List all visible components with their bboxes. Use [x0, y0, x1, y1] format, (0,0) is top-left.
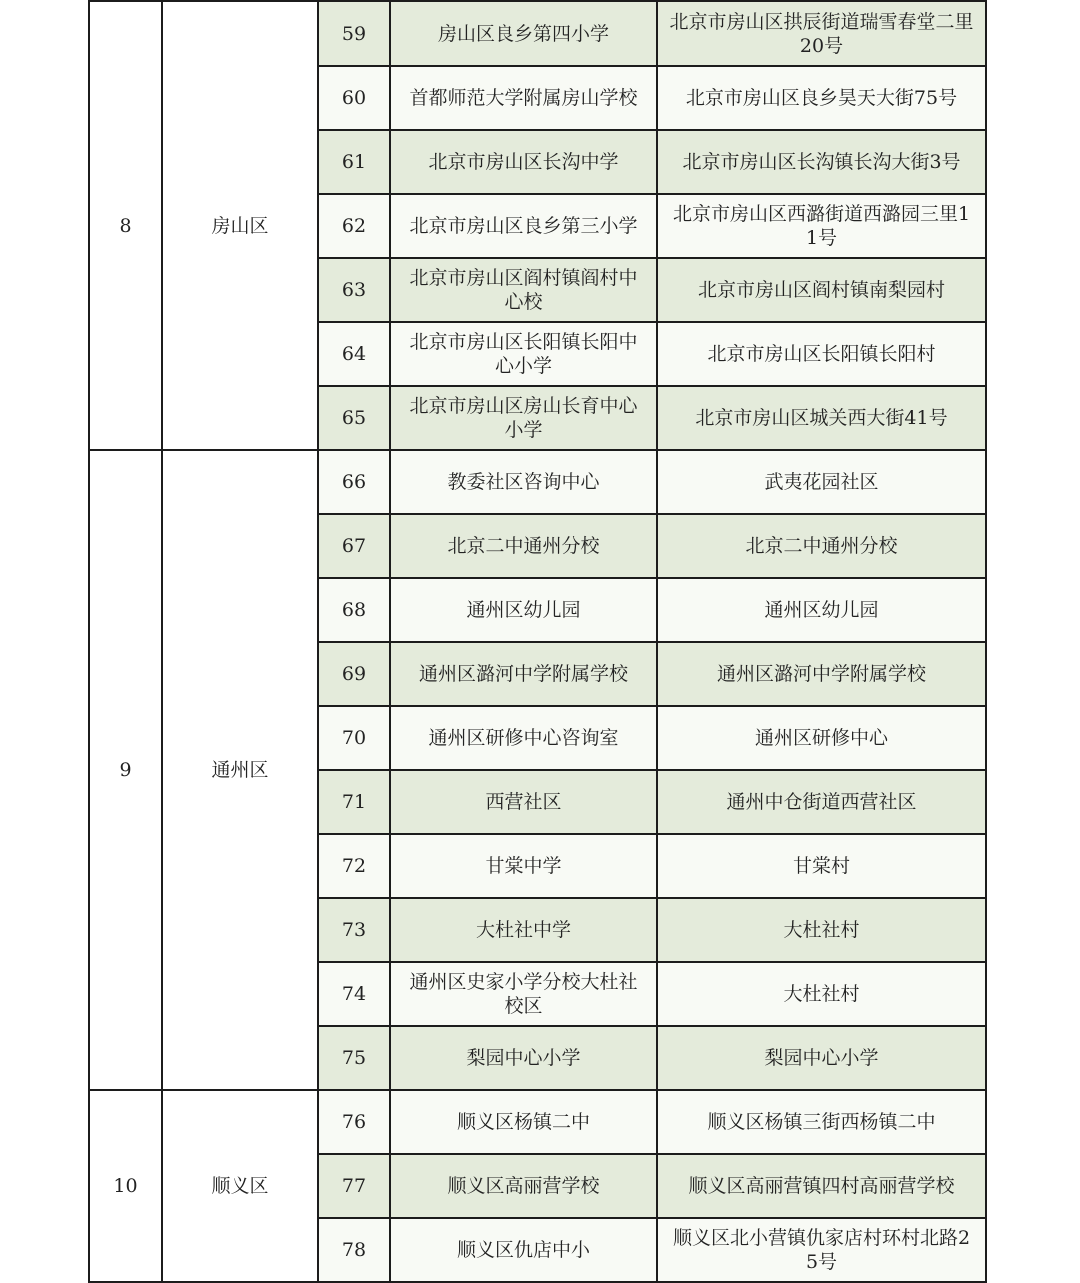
group-index-cell: 8: [89, 1, 162, 450]
site-name-cell: 北京市房山区长沟中学: [390, 130, 657, 194]
site-name-cell: 北京市房山区长阳镇长阳中心小学: [390, 322, 657, 386]
site-address-cell: 大杜社村: [657, 962, 986, 1026]
site-name-cell: 西营社区: [390, 770, 657, 834]
site-name-cell: 通州区研修中心咨询室: [390, 706, 657, 770]
site-number-cell: 75: [318, 1026, 390, 1090]
site-number-cell: 59: [318, 1, 390, 66]
group-index-cell: 10: [89, 1090, 162, 1282]
site-address-cell: 北京市房山区长阳镇长阳村: [657, 322, 986, 386]
site-name-cell: 顺义区杨镇二中: [390, 1090, 657, 1154]
site-number-cell: 62: [318, 194, 390, 258]
site-address-cell: 甘棠村: [657, 834, 986, 898]
site-address-cell: 北京市房山区良乡昊天大街75号: [657, 66, 986, 130]
site-number-cell: 63: [318, 258, 390, 322]
site-number-cell: 69: [318, 642, 390, 706]
site-address-cell: 北京二中通州分校: [657, 514, 986, 578]
site-name-cell: 梨园中心小学: [390, 1026, 657, 1090]
site-address-cell: 北京市房山区阎村镇南梨园村: [657, 258, 986, 322]
site-number-cell: 64: [318, 322, 390, 386]
site-number-cell: 71: [318, 770, 390, 834]
site-address-cell: 北京市房山区西潞街道西潞园三里11号: [657, 194, 986, 258]
site-address-cell: 顺义区杨镇三街西杨镇二中: [657, 1090, 986, 1154]
site-address-cell: 顺义区高丽营镇四村高丽营学校: [657, 1154, 986, 1218]
table-row: [89, 1, 986, 66]
site-number-cell: 66: [318, 450, 390, 514]
site-number-cell: 65: [318, 386, 390, 450]
district-name-cell: 房山区: [162, 1, 318, 450]
site-number-cell: 77: [318, 1154, 390, 1218]
site-number-cell: 67: [318, 514, 390, 578]
site-name-cell: 顺义区仇店中小: [390, 1218, 657, 1282]
site-address-cell: 北京市房山区拱辰街道瑞雪春堂二里20号: [657, 1, 986, 66]
site-name-cell: 北京二中通州分校: [390, 514, 657, 578]
site-address-cell: 武夷花园社区: [657, 450, 986, 514]
site-number-cell: 74: [318, 962, 390, 1026]
district-name-cell: 通州区: [162, 450, 318, 1090]
site-name-cell: 通州区潞河中学附属学校: [390, 642, 657, 706]
site-name-cell: 大杜社中学: [390, 898, 657, 962]
site-address-cell: 大杜社村: [657, 898, 986, 962]
site-name-cell: 顺义区高丽营学校: [390, 1154, 657, 1218]
table-row: [89, 1090, 986, 1154]
site-address-cell: 通州区研修中心: [657, 706, 986, 770]
site-name-cell: 教委社区咨询中心: [390, 450, 657, 514]
consultation-sites-table: [88, 0, 987, 1283]
site-address-cell: 通州区幼儿园: [657, 578, 986, 642]
site-address-cell: 北京市房山区城关西大街41号: [657, 386, 986, 450]
site-number-cell: 70: [318, 706, 390, 770]
site-address-cell: 梨园中心小学: [657, 1026, 986, 1090]
site-number-cell: 78: [318, 1218, 390, 1282]
site-name-cell: 北京市房山区房山长育中心小学: [390, 386, 657, 450]
site-number-cell: 61: [318, 130, 390, 194]
table-body: [89, 1, 986, 1282]
site-address-cell: 通州区潞河中学附属学校: [657, 642, 986, 706]
site-number-cell: 60: [318, 66, 390, 130]
site-number-cell: 68: [318, 578, 390, 642]
site-name-cell: 房山区良乡第四小学: [390, 1, 657, 66]
group-index-cell: 9: [89, 450, 162, 1090]
site-name-cell: 北京市房山区阎村镇阎村中心校: [390, 258, 657, 322]
site-name-cell: 北京市房山区良乡第三小学: [390, 194, 657, 258]
district-name-cell: 顺义区: [162, 1090, 318, 1282]
site-name-cell: 首都师范大学附属房山学校: [390, 66, 657, 130]
school-table-container: [88, 0, 985, 1283]
site-address-cell: 通州中仓街道西营社区: [657, 770, 986, 834]
table-row: [89, 450, 986, 514]
site-name-cell: 甘棠中学: [390, 834, 657, 898]
site-number-cell: 72: [318, 834, 390, 898]
site-name-cell: 通州区史家小学分校大杜社校区: [390, 962, 657, 1026]
site-number-cell: 73: [318, 898, 390, 962]
site-name-cell: 通州区幼儿园: [390, 578, 657, 642]
site-number-cell: 76: [318, 1090, 390, 1154]
site-address-cell: 顺义区北小营镇仇家店村环村北路25号: [657, 1218, 986, 1282]
site-address-cell: 北京市房山区长沟镇长沟大街3号: [657, 130, 986, 194]
